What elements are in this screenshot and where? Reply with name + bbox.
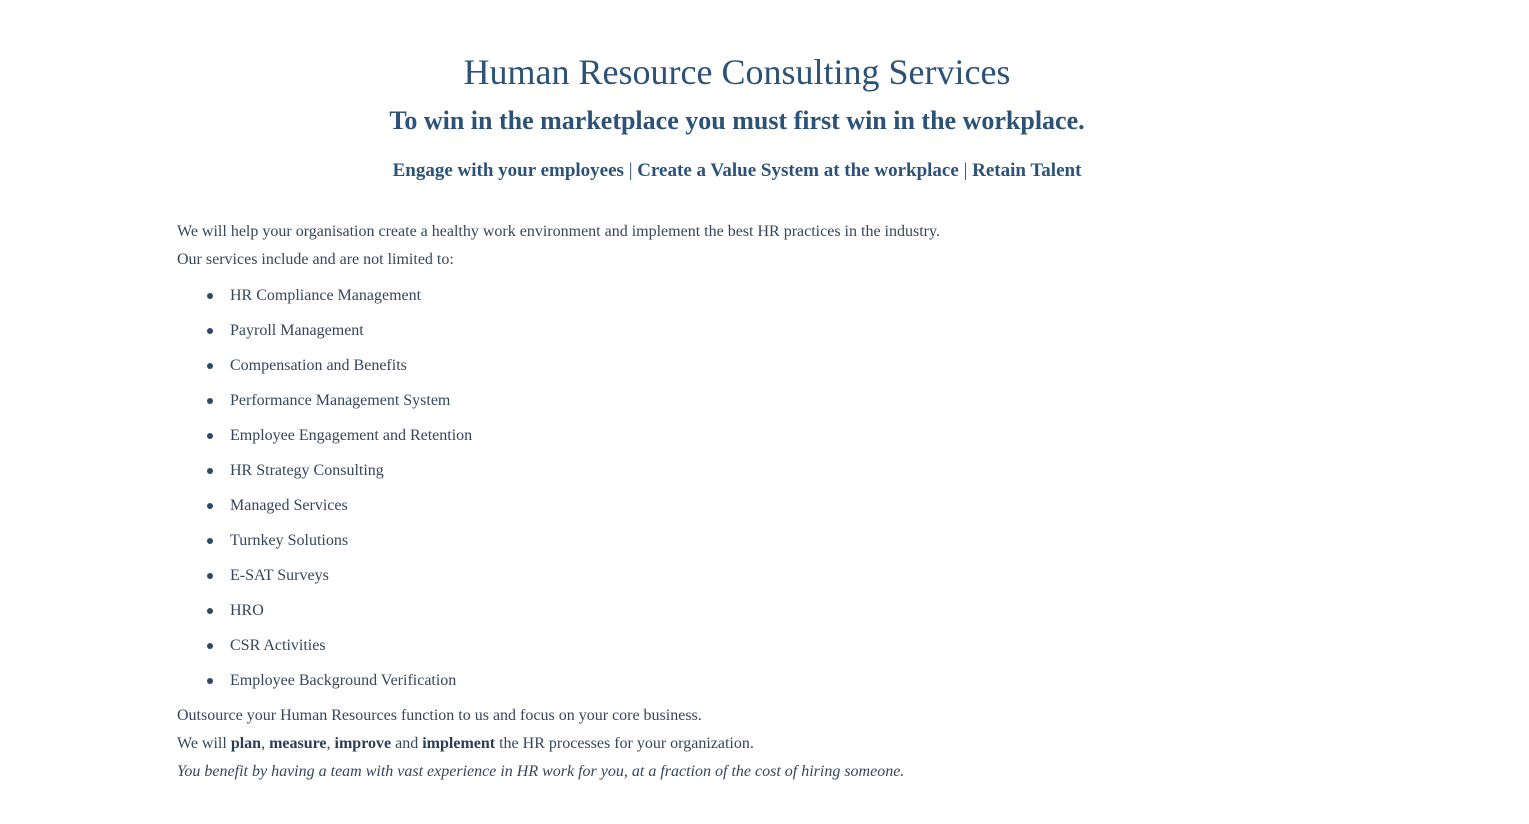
list-item: Turnkey Solutions [230, 523, 1277, 558]
tagline: To win in the marketplace you must first win in the workplace. [389, 106, 1085, 135]
list-item: Compensation and Benefits [230, 348, 1277, 383]
list-item: HR Compliance Management [230, 278, 1277, 313]
comma: , [261, 735, 270, 752]
list-item: Payroll Management [230, 313, 1277, 348]
services-intro: Our services include and are not limited to: [177, 251, 454, 268]
list-item: Performance Management System [230, 383, 1277, 418]
benefit-line: You benefit by having a team with vast experience in HR work for you, at a fraction of the cost of hiring someone. [177, 763, 905, 780]
plan-suffix: the HR processes for your organization. [495, 735, 754, 752]
implement-word: implement [422, 735, 496, 752]
plan-prefix: We will [177, 735, 231, 752]
measure-word: measure [269, 735, 327, 752]
improve-word: improve [334, 735, 392, 752]
pillar-value-system: Create a Value System at the workplace [637, 160, 959, 181]
pillar-separator: | [623, 160, 638, 181]
list-item: Managed Services [230, 488, 1277, 523]
content-body [177, 218, 1277, 786]
pillar-separator: | [958, 160, 973, 181]
pillar-retain-talent: Retain Talent [972, 160, 1082, 181]
list-item: Employee Engagement and Retention [230, 418, 1277, 453]
pillar-engage: Engage with your employees [392, 160, 624, 181]
plan-line [177, 730, 1277, 758]
outsource-line: Outsource your Human Resources function to us and focus on your core business. [177, 707, 702, 724]
and-word: and [391, 735, 423, 752]
list-item: Employee Background Verification [230, 663, 1277, 698]
comma: , [326, 735, 335, 752]
plan-word: plan [230, 735, 262, 752]
list-item: E-SAT Surveys [230, 558, 1277, 593]
services-list [177, 278, 1277, 698]
page-title: Human Resource Consulting Services [463, 52, 1011, 92]
pillars-line [0, 158, 1474, 184]
list-item: HR Strategy Consulting [230, 453, 1277, 488]
list-item: HRO [230, 593, 1277, 628]
list-item: CSR Activities [230, 628, 1277, 663]
intro-line: We will help your organisation create a healthy work environment and implement the best HR practices in the industry. [177, 223, 940, 240]
